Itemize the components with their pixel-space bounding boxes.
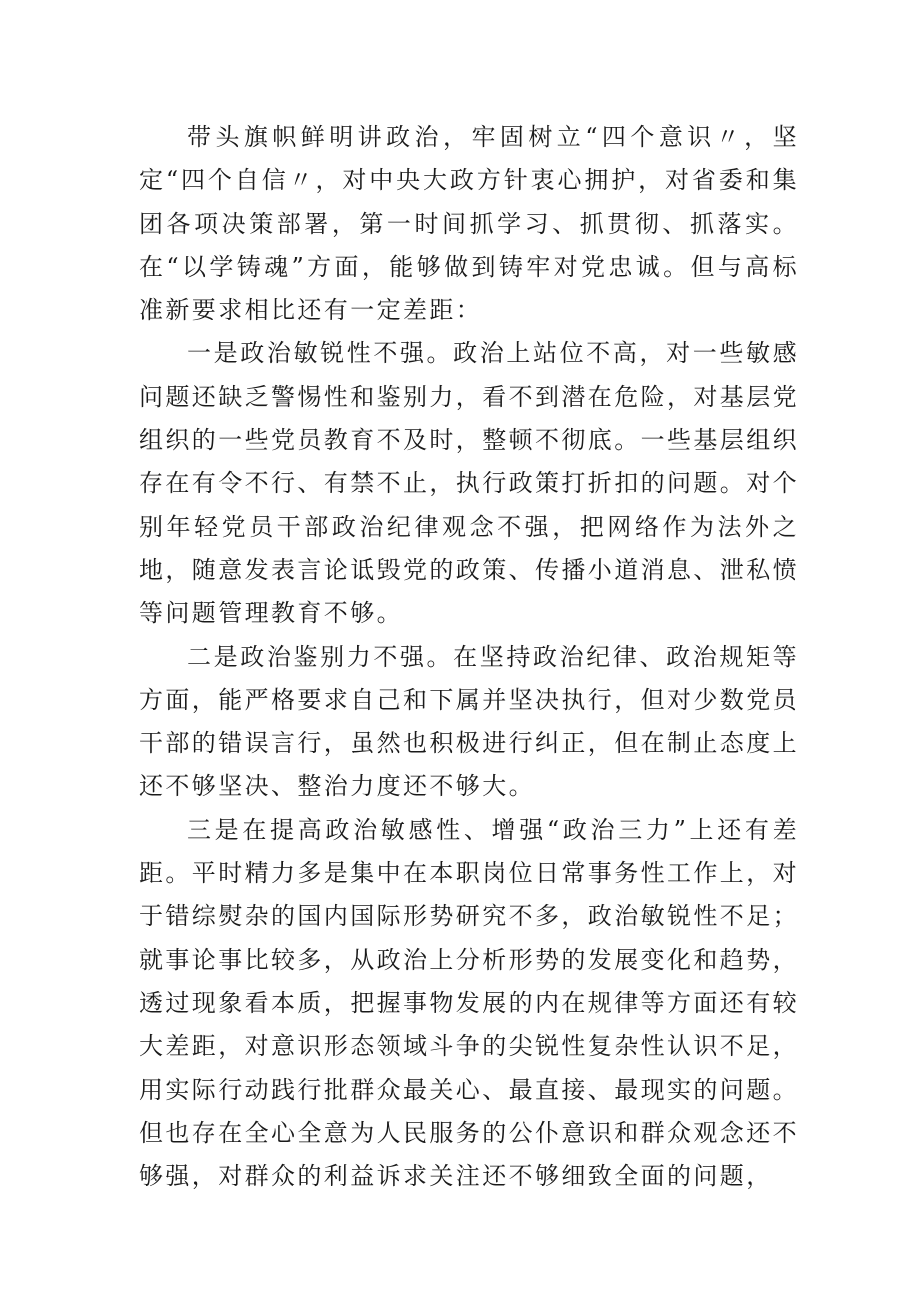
paragraph-point-one: 一是政治敏锐性不强。政治上站位不高，对一些敏感问题还缺乏警惕性和鉴别力，看不到潜在危险，对基层党组织的一些党员教育不及时，整顿不彻底。一些基层组织存在有令不行、有禁不止，执行政策打折扣的问题。对个别年轻党员干部政治纪律观念不强，把网络作为法外之地，随意发表言论诋毁党的政策、传播小道消息、泄私愤等问题管理教育不够。	[139, 339, 799, 628]
document-body	[139, 116, 799, 1198]
paragraph-intro: 带头旗帜鲜明讲政治，牢固树立“四个意识〃，坚定“四个自信〃，对中央大政方针衷心拥护，对省委和集团各项决策部署，第一时间抓学习、抓贯彻、抓落实。在“以学铸魂”方面，能够做到铸牢对党忠诚。但与高标准新要求相比还有一定差距：	[139, 123, 799, 325]
paragraph-point-two: 二是政治鉴别力不强。在坚持政治纪律、政治规矩等方面，能严格要求自己和下属并坚决执行，但对少数党员干部的错误言行，虽然也积极进行纠正，但在制止态度上还不够坚决、整治力度还不够大。	[139, 642, 799, 801]
paragraph-point-three: 三是在提高政治敏感性、增强“政治三力”上还有差距。平时精力多是集中在本职岗位日常事务性工作上，对于错综熨杂的国内国际形势研究不多，政治敏锐性不足；就事论事比较多，从政治上分析形势的发展变化和趋势，透过现象看本质，把握事物发展的内在规律等方面还有较大差距，对意识形态领域斗争的尖锐性复杂性认识不足，用实际行动践行批群众最关心、最直接、最现实的问题。但也存在全心全意为人民服务的公仆意识和群众观念还不够强，对群众的利益诉求关注还不够细致全面的问题，	[139, 815, 799, 1191]
